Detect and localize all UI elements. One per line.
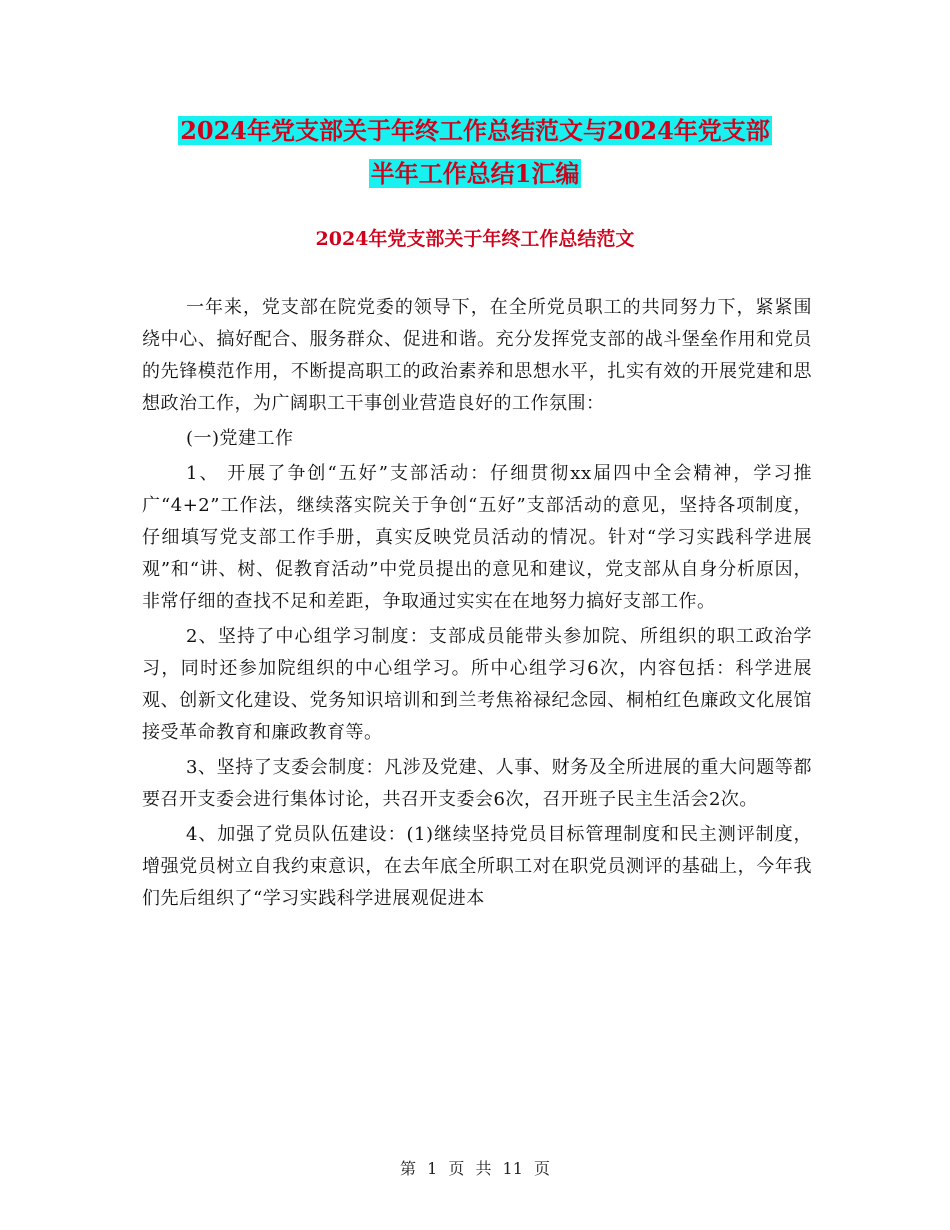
document-title-line-1	[0, 112, 950, 150]
paragraph-item-1: 1、 开展了争创“五好”支部活动：仔细贯彻xx届四中全会精神，学习推广“4+2”工作法，继续落实院关于争创“五好”支部活动的意见，坚持各项制度，仔细填写党支部工作手册，真实反映党员活动的情况。针对“学习实践科学进展观”和“讲、树、促教育活动”中党员提出的意见和建议，党支部从自身分析原因，非常仔细的查找不足和差距，争取通过实实在在地努力搞好支部工作。	[142, 463, 812, 612]
title-text-1: 2024年党支部关于年终工作总结范文与2024年党支部	[180, 116, 770, 145]
section-subtitle: 2024年党支部关于年终工作总结范文	[315, 228, 635, 250]
paragraph-item-3: 3、坚持了支委会制度：凡涉及党建、人事、财务及全所进展的重大问题等都要召开支委会进行集体讨论，共召开支委会6次，召开班子民主生活会2次。	[142, 757, 812, 810]
paragraph-intro: 一年来，党支部在院党委的领导下，在全所党员职工的共同努力下，紧紧围绕中心、搞好配合、服务群众、促进和谐。充分发挥党支部的战斗堡垒作用和党员的先锋模范作用，不断提高职工的政治素养和思想水平，扎实有效的开展党建和思想政治工作，为广阔职工干事创业营造良好的工作氛围：	[142, 297, 812, 414]
paragraph-item-2: 2、坚持了中心组学习制度：支部成员能带头参加院、所组织的职工政治学习，同时还参加院组织的中心组学习。所中心组学习6次，内容包括：科学进展观、创新文化建设、党务知识培训和到兰考焦裕禄纪念园、桐柏红色廉政文化展馆接受革命教育和廉政教育等。	[142, 626, 812, 743]
paragraph-item-4: 4、加强了党员队伍建设：(1)继续坚持党员目标管理制度和民主测评制度，增强党员树立自我约束意识，在去年底全所职工对在职党员测评的基础上，今年我们先后组织了“学习实践科学进展观促进本	[142, 824, 812, 909]
page-footer: 第 1 页 共 11 页	[400, 1159, 550, 1178]
title-text-2: 半年工作总结1汇编	[370, 159, 580, 188]
document-body	[142, 292, 812, 918]
document-title-line-2	[0, 155, 950, 193]
section-heading-party-building: (一)党建工作	[186, 428, 294, 449]
